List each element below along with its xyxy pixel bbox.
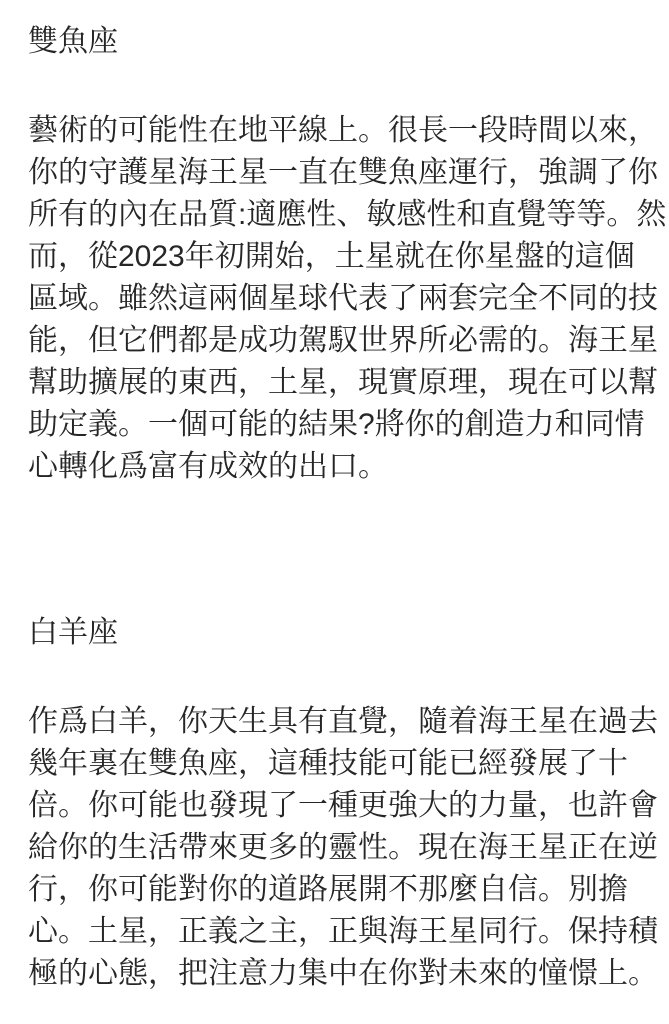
text-line: 而，從2023年初開始，土星就在你星盤的這個 (28, 240, 635, 273)
text-line: 能，但它們都是成功駕馭世界所必需的。海王星 (28, 324, 658, 357)
text-line: 藝術的可能性在地平線上。很長一段時間以來， (28, 114, 658, 147)
section-heading-aries: 白羊座 (28, 616, 118, 649)
text-line: 行，你可能對你的道路展開不那麼自信。別擔 (28, 873, 628, 906)
text-line: 給你的生活帶來更多的靈性。現在海王星正在逆 (28, 831, 658, 864)
text-line: 倍。你可能也發現了一種更強大的力量，也許會 (28, 789, 658, 822)
text-line: 幾年裏在雙魚座，這種技能可能已經發展了十 (28, 747, 628, 780)
section-heading-pisces: 雙魚座 (28, 25, 118, 58)
text-line: 你的守護星海王星一直在雙魚座運行，強調了你 (28, 156, 658, 189)
section-paragraph-pisces (28, 110, 669, 488)
text-line: 心轉化爲富有成效的出口。 (28, 450, 388, 483)
text-line: 幫助擴展的東西，土星，現實原理，現在可以幫 (28, 366, 658, 399)
text-line: 作爲白羊，你天生具有直覺，隨着海王星在過去 (28, 705, 658, 738)
text-line: 所有的內在品質:適應性、敏感性和直覺等等。然 (28, 198, 667, 231)
horoscope-section-aries (28, 617, 669, 995)
text-line: 心。土星，正義之主，正與海王星同行。保持積 (28, 915, 658, 948)
text-line: 區域。雖然這兩個星球代表了兩套完全不同的技 (28, 282, 658, 315)
text-line: 極的心態，把注意力集中在你對未來的憧憬上。 (28, 957, 658, 990)
horoscope-section-pisces (28, 26, 669, 488)
text-line: 助定義。一個可能的結果?將你的創造力和同情 (28, 408, 645, 441)
section-paragraph-aries (28, 701, 669, 995)
